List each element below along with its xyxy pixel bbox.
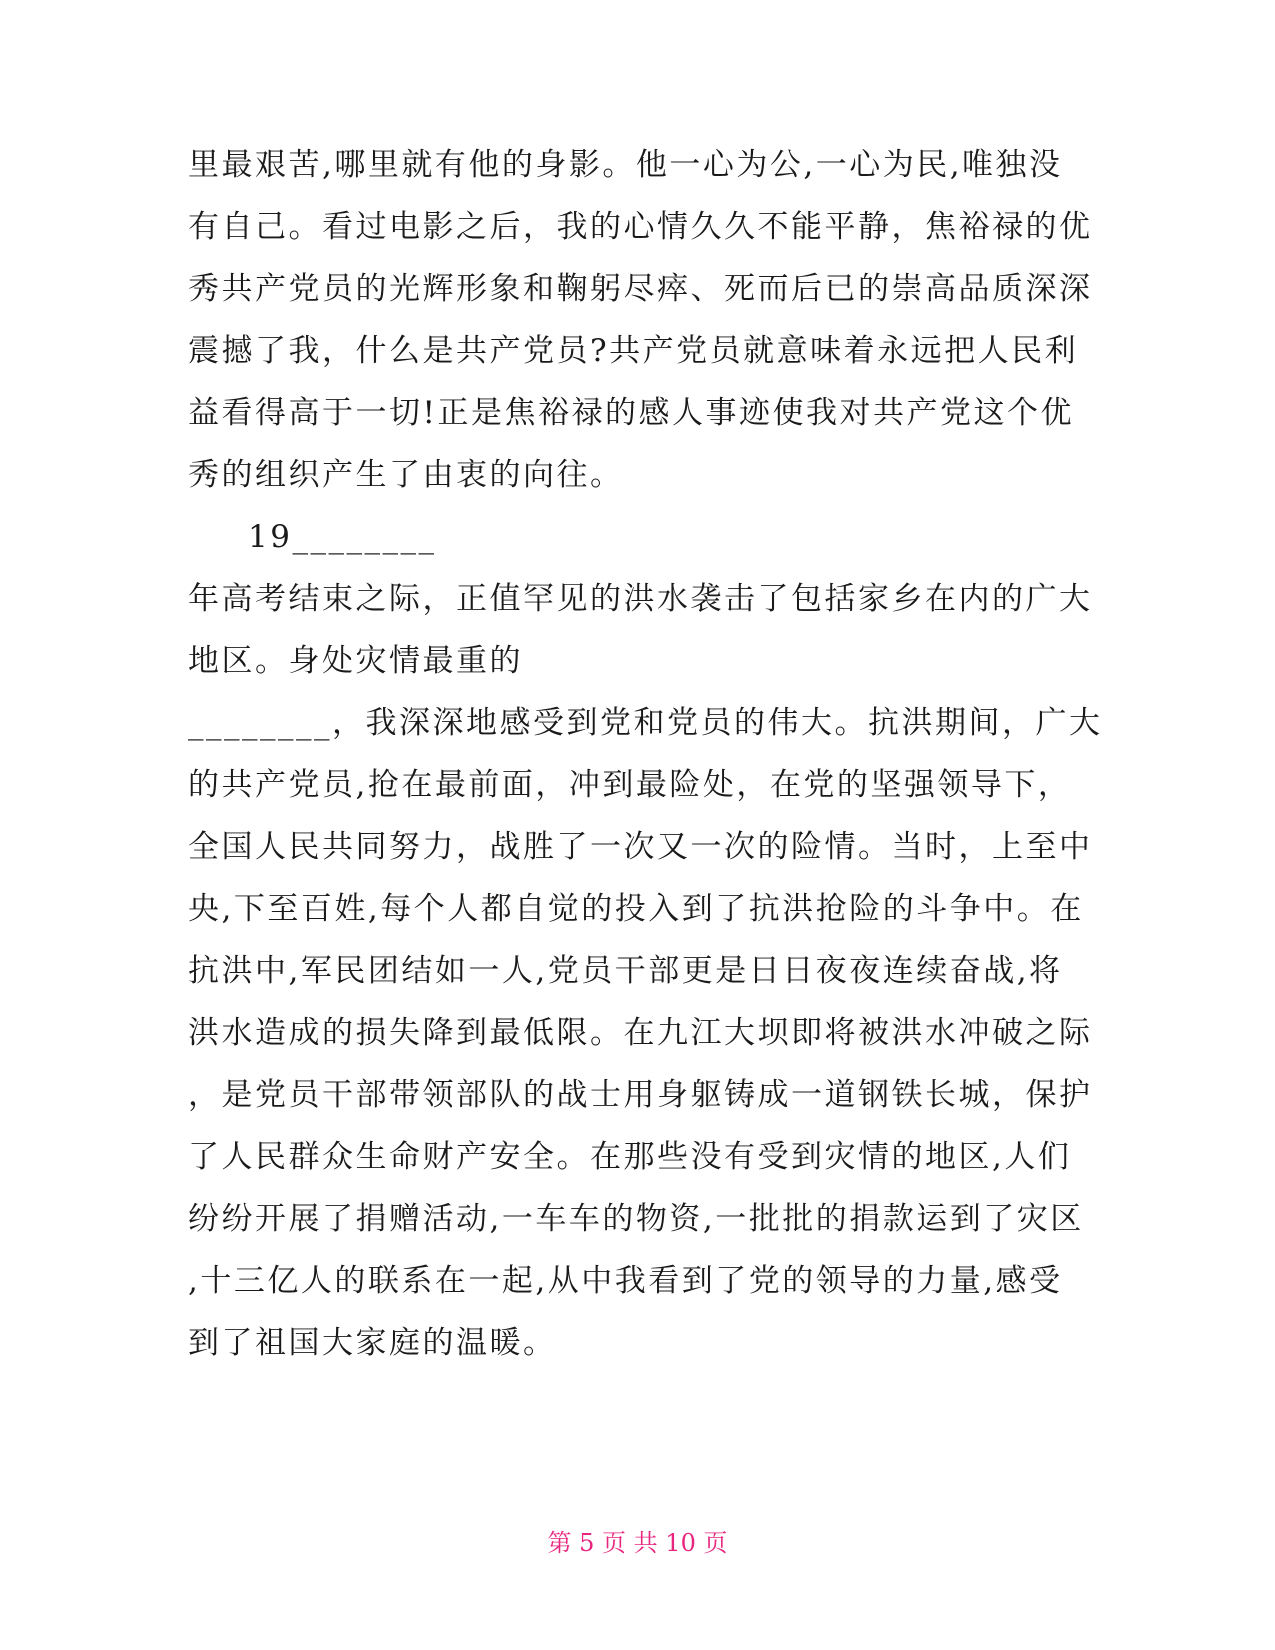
paragraph-line: 的共产党员,抢在最前面，冲到最险处，在党的坚强领导下， bbox=[188, 767, 1072, 803]
paragraph-line: 秀共产党员的光辉形象和鞠躬尽瘁、死而后已的崇高品质深深 bbox=[188, 271, 1093, 307]
paragraph-line: 了人民群众生命财产安全。在那些没有受到灾情的地区,人们 bbox=[188, 1139, 1072, 1175]
paragraph-line: 洪水造成的损失降到最低限。在九江大坝即将被洪水冲破之际 bbox=[188, 1015, 1093, 1051]
paragraph-line: 地区。身处灾情最重的 bbox=[188, 643, 523, 679]
paragraph-line: 抗洪中,军民团结如一人,党员干部更是日日夜夜连续奋战,将 bbox=[188, 953, 1063, 989]
paragraph-line: 纷纷开展了捐赠活动,一车车的物资,一批批的捐款运到了灾区 bbox=[188, 1201, 1084, 1237]
paragraph-line: 央,下至百姓,每个人都自觉的投入到了抗洪抢险的斗争中。在 bbox=[188, 891, 1084, 927]
paragraph-line: ,十三亿人的联系在一起,从中我看到了党的领导的力量,感受 bbox=[188, 1263, 1063, 1299]
paragraph-line: ，是党员干部带领部队的战士用身躯铸成一道钢铁长城，保护 bbox=[188, 1077, 1093, 1113]
paragraph-line: ________，我深深地感受到党和党员的伟大。抗洪期间，广大 bbox=[188, 705, 1103, 741]
paragraph-line: 震撼了我，什么是共产党员?共产党员就意味着永远把人民利 bbox=[188, 333, 1079, 369]
paragraph-line: 到了祖国大家庭的温暖。 bbox=[188, 1325, 557, 1361]
paragraph-line: 秀的组织产生了由衷的向往。 bbox=[188, 457, 624, 493]
paragraph-line: 里最艰苦,哪里就有他的身影。他一心为公,一心为民,唯独没 bbox=[188, 147, 1063, 183]
page-number-footer: 第 5 页 共 10 页 bbox=[547, 1529, 728, 1557]
paragraph-line: 益看得高于一切!正是焦裕禄的感人事迹使我对共产党这个优 bbox=[188, 395, 1074, 431]
year-blank-line: 19________ bbox=[248, 519, 437, 555]
paragraph-line: 年高考结束之际，正值罕见的洪水袭击了包括家乡在内的广大 bbox=[188, 581, 1093, 617]
paragraph-line: 有自己。看过电影之后，我的心情久久不能平静，焦裕禄的优 bbox=[188, 209, 1093, 245]
paragraph-line: 全国人民共同努力，战胜了一次又一次的险情。当时，上至中 bbox=[188, 829, 1093, 865]
